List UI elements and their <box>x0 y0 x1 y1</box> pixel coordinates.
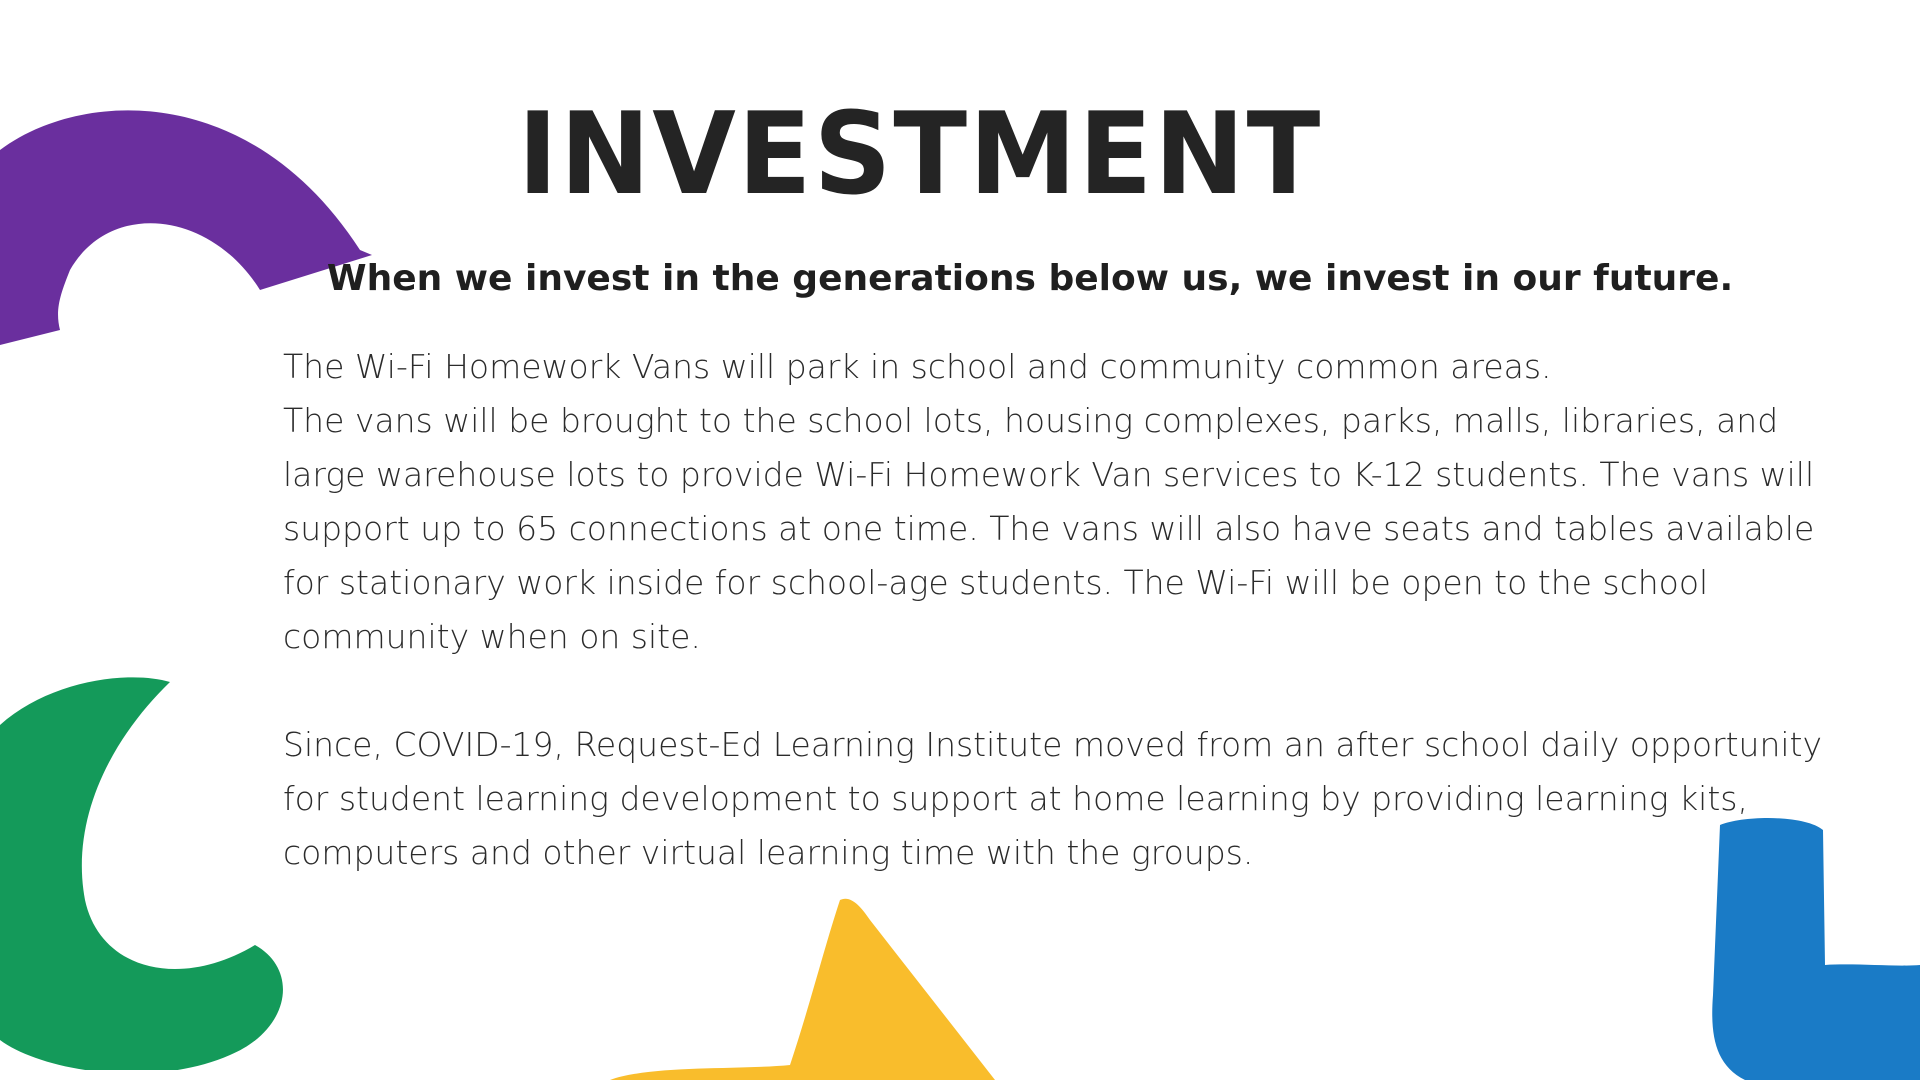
paragraph-line: The Wi-Fi Homework Vans will park in school and community common areas. <box>283 347 1552 386</box>
paragraph: Since, COVID-19, Request-Ed Learning Institute moved from an after school daily opportunity for student learning development to support at home learning by providing learning kits, computers and other virtual learning time with the groups. <box>283 725 1823 872</box>
green-crescent-shape <box>0 670 300 1070</box>
slide-subtitle: When we invest in the generations below us, we invest in our future. <box>326 258 1734 299</box>
body-text <box>283 340 1843 880</box>
slide-title: INVESTMENT <box>517 88 1323 221</box>
paragraph: The vans will be brought to the school lots, housing complexes, parks, malls, libraries, and large warehouse lots to provide Wi-Fi Homework Van services to K-12 students. The vans will support up to 65 connections at one time. The vans will also have seats and tables available for stationary work inside for school-age students. The Wi-Fi will be open to the school community when on site. <box>283 401 1815 656</box>
yellow-triangle-shape <box>610 895 1010 1080</box>
